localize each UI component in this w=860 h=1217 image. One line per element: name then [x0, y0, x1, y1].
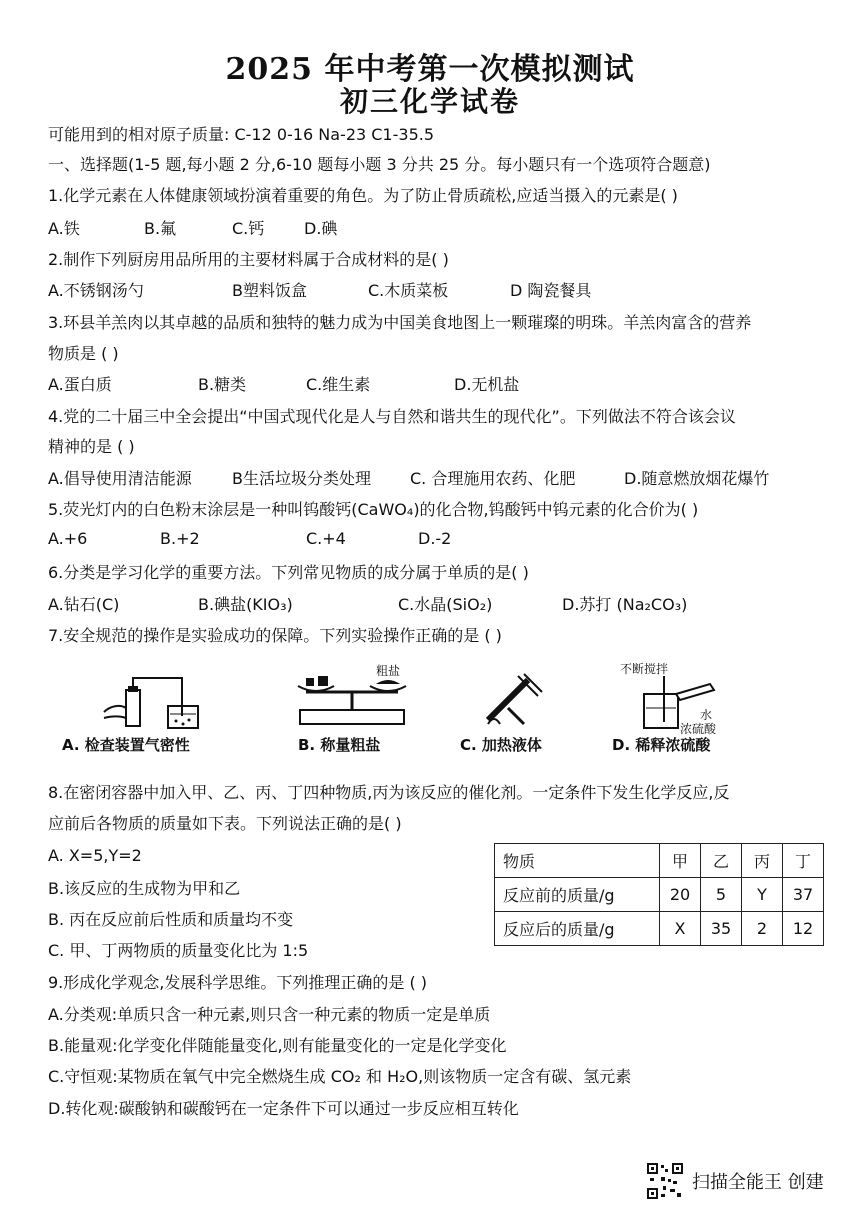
- table-header-cell: 丙: [742, 844, 783, 878]
- q8-stem-line1: 8.在密闭容器中加入甲、乙、丙、丁四种物质,丙为该反应的催化剂。一定条件下发生化学反应,反: [48, 783, 730, 802]
- q4-option-b: B生活垃圾分类处理: [232, 469, 371, 488]
- q1-option-c: C.钙: [232, 219, 265, 238]
- q4-option-d: D.随意燃放烟花爆竹: [624, 469, 770, 488]
- q9-option-d: D.转化观:碳酸钠和碳酸钙在一定条件下可以通过一步反应相互转化: [48, 1099, 519, 1118]
- q6-option-b: B.碘盐(KIO₃): [198, 595, 293, 614]
- q6-option-c: C.水晶(SiO₂): [398, 595, 493, 614]
- q3-option-c: C.维生素: [306, 375, 371, 394]
- q6-option-a: A.钻石(C): [48, 595, 120, 614]
- heating-liquid-figure: [478, 668, 548, 728]
- table-cell: Y: [742, 878, 783, 912]
- q2-option-d: D 陶瓷餐具: [510, 281, 592, 300]
- q5-option-c: C.+4: [306, 529, 346, 548]
- table-cell: 37: [783, 878, 824, 912]
- q7-note-water: 水: [700, 708, 713, 722]
- q5-stem: 5.荧光灯内的白色粉末涂层是一种叫钨酸钙(CaWO₄)的化合物,钨酸钙中钨元素的化合价为( ): [48, 500, 699, 519]
- q3-option-d: D.无机盐: [454, 375, 520, 394]
- q6-option-d: D.苏打 (Na₂CO₃): [562, 595, 688, 614]
- q3-option-b: B.糖类: [198, 375, 247, 394]
- q8-option-a: A. X=5,Y=2: [48, 846, 142, 865]
- airtightness-check-figure: [96, 672, 216, 732]
- exam-subtitle: 初三化学试卷: [339, 85, 520, 118]
- table-header-cell: 物质: [495, 844, 660, 878]
- qr-code-icon: [646, 1162, 684, 1200]
- q4-option-c: C. 合理施用农药、化肥: [410, 469, 576, 488]
- table-row: [495, 912, 824, 946]
- q7-note-crude-salt: 粗盐: [376, 664, 401, 678]
- table-cell: 5: [701, 878, 742, 912]
- q8-option-b: B.该反应的生成物为甲和乙: [48, 879, 241, 898]
- q1-stem: 1.化学元素在人体健康领域扮演着重要的角色。为了防止骨质疏松,应适当摄入的元素是( ): [48, 186, 678, 205]
- q9-option-a: A.分类观:单质只含一种元素,则只含一种元素的物质一定是单质: [48, 1005, 491, 1024]
- q2-option-c: C.木质菜板: [368, 281, 449, 300]
- q7-label-a: A. 检查装置气密性: [62, 736, 190, 754]
- balance-figure: [292, 672, 412, 728]
- q7-note-stirring: 不断搅拌: [620, 662, 669, 676]
- q7-label-d: D. 稀释浓硫酸: [612, 736, 711, 754]
- q1-option-b: B.氟: [144, 219, 177, 238]
- q5-option-b: B.+2: [160, 529, 200, 548]
- q7-note-conc-acid: 浓硫酸: [680, 722, 717, 736]
- q9-stem: 9.形成化学观念,发展科学思维。下列推理正确的是 ( ): [48, 973, 428, 992]
- q9-option-b: B.能量观:化学变化伴随能量变化,则有能量变化的一定是化学变化: [48, 1036, 507, 1055]
- table-row: [495, 878, 824, 912]
- q1-option-d: D.碘: [304, 219, 338, 238]
- q8-option-c: B. 丙在反应前后性质和质量均不变: [48, 910, 294, 929]
- watermark-text: 扫描全能王 创建: [692, 1172, 824, 1193]
- q5-option-a: A.+6: [48, 529, 88, 548]
- exam-title: 2025 年中考第一次模拟测试: [225, 52, 635, 87]
- table-cell: X: [660, 912, 701, 946]
- atomic-masses: 可能用到的相对原子质量: C-12 0-16 Na-23 C1-35.5: [48, 125, 435, 144]
- q2-option-a: A.不锈钢汤勺: [48, 281, 144, 300]
- table-header-cell: 乙: [701, 844, 742, 878]
- q7-label-b: B. 称量粗盐: [298, 736, 381, 754]
- q8-stem-line2: 应前后各物质的质量如下表。下列说法正确的是( ): [48, 814, 402, 833]
- q3-option-a: A.蛋白质: [48, 375, 112, 394]
- q3-stem-line1: 3.环县羊羔肉以其卓越的品质和独特的魅力成为中国美食地图上一颗璀璨的明珠。羊羔肉富含的营养: [48, 313, 752, 332]
- q7-label-c: C. 加热液体: [460, 736, 542, 754]
- table-cell: 2: [742, 912, 783, 946]
- section-heading: 一、选择题(1-5 题,每小题 2 分,6-10 题每小题 3 分共 25 分。每小题只有一个选项符合题意): [48, 155, 711, 174]
- table-cell: 反应后的质量/g: [495, 912, 660, 946]
- q5-option-d: D.-2: [418, 529, 452, 548]
- table-cell: 反应前的质量/g: [495, 878, 660, 912]
- table-row: [495, 844, 824, 878]
- table-cell: 35: [701, 912, 742, 946]
- table-cell: 20: [660, 878, 701, 912]
- q8-mass-table: [494, 843, 824, 946]
- q3-stem-line2: 物质是 ( ): [48, 344, 119, 363]
- table-header-cell: 丁: [783, 844, 824, 878]
- table-header-cell: 甲: [660, 844, 701, 878]
- table-cell: 12: [783, 912, 824, 946]
- q7-stem: 7.安全规范的操作是实验成功的保障。下列实验操作正确的是 ( ): [48, 626, 502, 645]
- q1-option-a: A.铁: [48, 219, 80, 238]
- q4-stem-line2: 精神的是 ( ): [48, 437, 135, 456]
- q2-option-b: B塑料饭盒: [232, 281, 307, 300]
- q4-option-a: A.倡导使用清洁能源: [48, 469, 192, 488]
- q9-option-c: C.守恒观:某物质在氧气中完全燃烧生成 CO₂ 和 H₂O,则该物质一定含有碳、氢元素: [48, 1067, 632, 1086]
- q4-stem-line1: 4.党的二十届三中全会提出“中国式现代化是人与自然和谐共生的现代化”。下列做法不符合该会议: [48, 407, 736, 426]
- scanner-watermark: [646, 1162, 824, 1200]
- q8-option-d: C. 甲、丁两物质的质量变化比为 1:5: [48, 941, 309, 960]
- q6-stem: 6.分类是学习化学的重要方法。下列常见物质的成分属于单质的是( ): [48, 563, 529, 582]
- q2-stem: 2.制作下列厨房用品所用的主要材料属于合成材料的是( ): [48, 250, 449, 269]
